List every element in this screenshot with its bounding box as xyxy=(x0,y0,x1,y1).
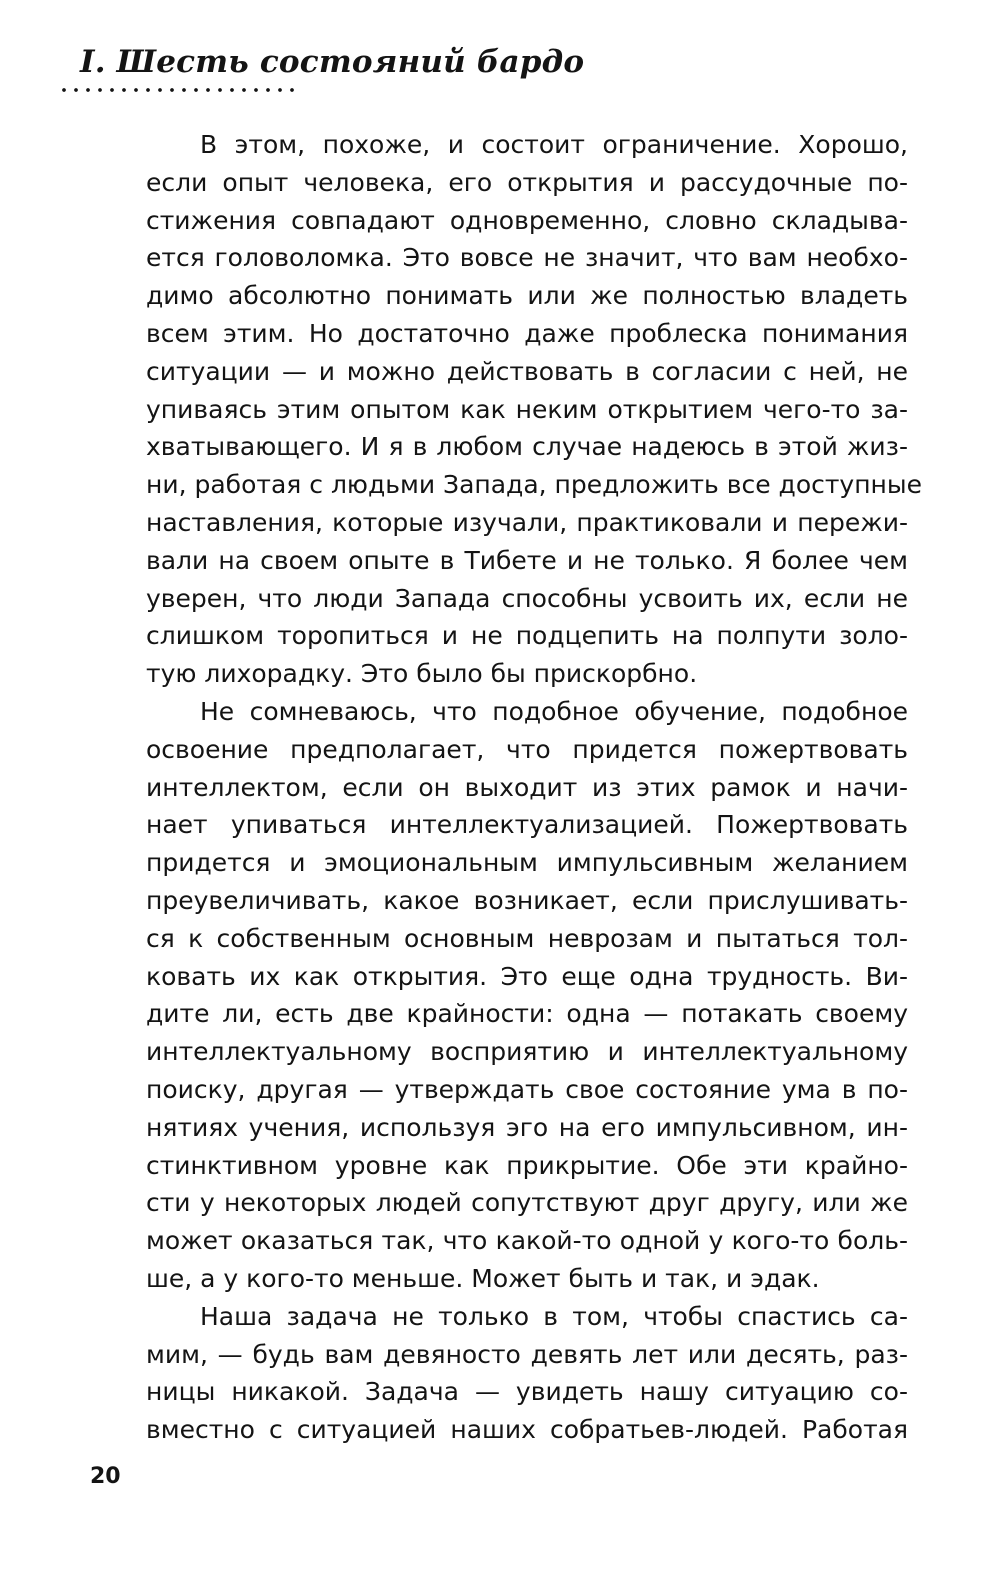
text-line: интеллектом, если он выходит из этих рамок и начи- xyxy=(146,772,908,802)
text-line: преувеличивать, какое возникает, если прислушивать- xyxy=(146,885,908,915)
running-header xyxy=(80,40,584,92)
text-line: стижения совпадают одновременно, словно складыва- xyxy=(146,205,908,235)
page-number: 20 xyxy=(90,1464,121,1489)
text-line: хватывающего. И я в любом случае надеюсь в этой жиз- xyxy=(146,432,908,462)
chapter-title: I. Шесть состояний бардо xyxy=(80,44,585,80)
dotted-rule xyxy=(58,88,298,92)
text-line: вместно с ситуацией наших собратьев-людей. Работая xyxy=(146,1415,908,1445)
text-line: освоение предполагает, что придется пожертвовать xyxy=(146,734,908,764)
text-line: ни, работая с людьми Запада, предложить все доступные xyxy=(146,470,923,500)
text-line: ся к собственным основным неврозам и пытаться тол- xyxy=(146,923,908,953)
text-line: димо абсолютно понимать или же полностью владеть xyxy=(146,281,908,311)
text-line: вали на своем опыте в Тибете и не только. Я более чем xyxy=(146,545,908,575)
paragraph xyxy=(146,693,908,1298)
paragraph xyxy=(146,126,923,693)
text-line: интеллектуальному восприятию и интеллектуальному xyxy=(146,1037,908,1067)
text-line: уверен, что люди Запада способны усвоить их, если не xyxy=(146,583,908,613)
text-line: Не сомневаюсь, что подобное обучение, подобное xyxy=(200,696,908,726)
text-line: нает упиваться интеллектуализацией. Пожертвовать xyxy=(146,810,908,840)
text-line: ше, а у кого-то меньше. Может быть и так, и эдак. xyxy=(146,1263,820,1293)
text-line: тую лихорадку. Это было бы прискорбно. xyxy=(146,659,698,689)
text-line: если опыт человека, его открытия и рассудочные по- xyxy=(146,167,908,197)
text-line: ситуации — и можно действовать в согласии с ней, не xyxy=(146,356,908,386)
paragraph xyxy=(146,1298,908,1449)
text-line: ницы никакой. Задача — увидеть нашу ситуацию со- xyxy=(146,1377,908,1407)
text-line: слишком торопиться и не подцепить на полпути золо- xyxy=(146,621,908,651)
text-line: дите ли, есть две крайности: одна — потакать своему xyxy=(146,999,908,1029)
text-line: может оказаться так, что какой-то одной у кого-то боль- xyxy=(146,1226,908,1256)
text-line: сти у некоторых людей сопутствуют друг другу, или же xyxy=(146,1188,908,1218)
body-text xyxy=(146,126,923,1449)
text-line: наставления, которые изучали, практиковали и пережи- xyxy=(146,507,908,537)
text-line: придется и эмоциональным импульсивным желанием xyxy=(146,848,908,878)
text-line: В этом, похоже, и состоит ограничение. Хорошо, xyxy=(200,130,908,159)
text-line: ется головоломка. Это вовсе не значит, что вам необхо- xyxy=(146,243,908,273)
text-line: упиваясь этим опытом как неким открытием чего-то за- xyxy=(146,394,908,424)
text-line: поиску, другая — утверждать свое состояние ума в по- xyxy=(146,1074,908,1104)
text-line: Наша задача не только в том, чтобы спастись са- xyxy=(200,1301,908,1331)
text-line: мим, — будь вам девяносто девять лет или десять, раз- xyxy=(146,1339,908,1369)
text-line: ковать их как открытия. Это еще одна трудность. Ви- xyxy=(146,961,908,991)
text-line: нятиях учения, используя эго на его импульсивном, ин- xyxy=(146,1112,908,1142)
text-line: стинктивном уровне как прикрытие. Обе эти крайно- xyxy=(146,1150,908,1180)
text-line: всем этим. Но достаточно даже проблеска понимания xyxy=(146,318,908,348)
